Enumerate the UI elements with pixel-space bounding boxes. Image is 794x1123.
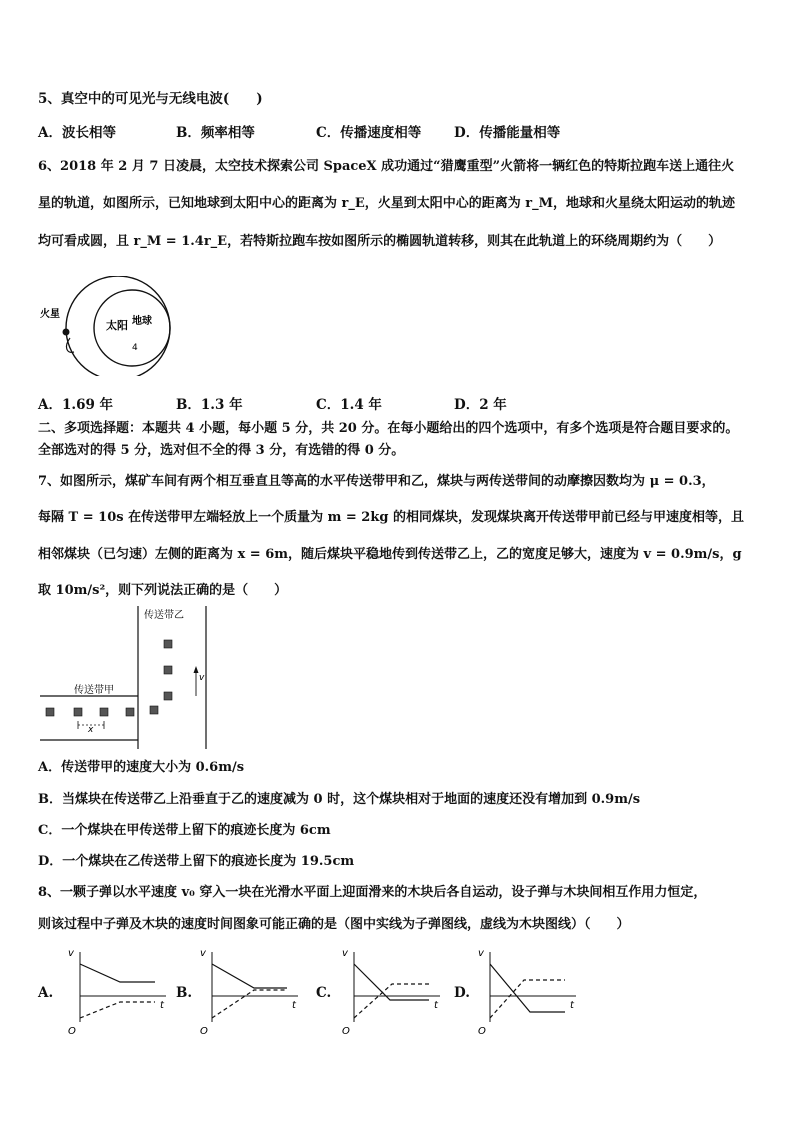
coal-block [164, 666, 172, 674]
origin-label: O [478, 1026, 486, 1037]
axis-v-label: v [68, 948, 74, 959]
sun-label: 太阳 [106, 319, 128, 332]
axis-v-label: v [478, 948, 484, 959]
graph-d [470, 944, 580, 1039]
q8-option-a-label: A. [38, 985, 54, 1001]
coal-block [150, 706, 158, 714]
bullet-line [212, 964, 287, 988]
coal-block [164, 692, 172, 700]
axis-v-label: v [200, 948, 206, 959]
mars-label: 火星 [40, 309, 60, 320]
q8-option-b-label: B. [176, 985, 193, 1001]
conveyor-figure [38, 604, 218, 749]
block-line [354, 984, 429, 1018]
axis-t-label: t [570, 1000, 574, 1011]
q7-stem-line1: 7、如图所示，煤矿车间有两个相互垂直且等高的水平传送带甲和乙，煤块与两传送带间的动摩擦因数均为 μ = 0.3， [38, 474, 715, 489]
q6-stem-line2: 星的轨道，如图所示，已知地球到太阳中心的距离为 r_E，火星到太阳中心的距离为 r_M，地球和火星绕太阳运动的轨迹 [38, 196, 736, 211]
q7-stem-line3: 相邻煤块（已匀速）左侧的距离为 x = 6m，随后煤块平稳地传到传送带乙上，乙的宽度足够大，速度为 v = 0.9m/s，g [38, 547, 742, 562]
q5-stem: 5、真空中的可见光与无线电波( ) [38, 91, 263, 107]
q6-stem-line1: 6、2018 年 2 月 7 日凌晨，太空技术探索公司 SpaceX 成功通过“猎鹰重型”火箭将一辆红色的特斯拉跑车送上通往火 [38, 159, 735, 174]
x-label: x [88, 725, 94, 735]
v-label: v [199, 673, 205, 683]
graph-b [192, 944, 302, 1039]
coal-block [126, 708, 134, 716]
origin-label: O [68, 1026, 76, 1037]
q7-stem-line4: 取 10m/s²，则下列说法正确的是（ ） [38, 583, 288, 598]
belt-b-label: 传送带乙 [144, 610, 184, 621]
q7-option-b: B．当煤块在传送带乙上沿垂直于乙的速度减为 0 时，这个煤块相对于地面的速度还没有增加到 0.9m/s [38, 792, 641, 807]
orbit-mark: 4 [132, 343, 138, 353]
q8-stem-line1: 8、一颗子弹以水平速度 v₀ 穿入一块在光滑水平面上迎面滑来的木块后各自运动，设子弹与木块间相互作用力恒定， [38, 885, 707, 900]
q5-option-b: B．频率相等 [176, 125, 255, 141]
coal-block [46, 708, 54, 716]
graph-a [60, 944, 170, 1039]
coal-block [164, 640, 172, 648]
q6-stem-line3: 均可看成圆，且 r_M = 1.4r_E，若特斯拉跑车按如图所示的椭圆轨道转移，则其在此轨道上的环绕周期约为（ ） [38, 234, 722, 249]
axis-t-label: t [160, 1000, 164, 1011]
q6-option-a: A．1.69 年 [38, 397, 114, 413]
q6-option-b: B．1.3 年 [176, 397, 243, 413]
q8-option-d-label: D. [454, 985, 470, 1001]
q7-stem-line2: 每隔 T = 10s 在传送带甲左端轻放上一个质量为 m = 2kg 的相同煤块，发现煤块离开传送带甲前已经与甲速度相等，且 [38, 510, 744, 525]
q7-option-a: A．传送带甲的速度大小为 0.6m/s [38, 760, 245, 775]
section2-line2: 全部选对的得 5 分，选对但不全的得 3 分，有选错的得 0 分。 [38, 443, 405, 458]
belt-a-label: 传送带甲 [74, 685, 114, 696]
earth-label: 地球 [132, 316, 152, 327]
q6-option-c: C．1.4 年 [316, 397, 382, 413]
q5-option-c: C．传播速度相等 [316, 125, 422, 141]
q7-option-c: C．一个煤块在甲传送带上留下的痕迹长度为 6cm [38, 823, 331, 838]
coal-block [74, 708, 82, 716]
q5-option-d: D．传播能量相等 [454, 125, 561, 141]
bullet-line [354, 964, 429, 1000]
origin-label: O [200, 1026, 208, 1037]
block-line [212, 990, 287, 1018]
axis-t-label: t [434, 1000, 438, 1011]
axis-t-label: t [292, 1000, 296, 1011]
mars-dot [63, 329, 70, 336]
origin-label: O [342, 1026, 350, 1037]
bullet-line [80, 964, 155, 982]
q6-option-d: D．2 年 [454, 397, 507, 413]
q5-option-a: A．波长相等 [38, 125, 116, 141]
q8-stem-line2: 则该过程中子弹及木块的速度时间图象可能正确的是（图中实线为子弹图线，虚线为木块图线）（ ） [38, 917, 630, 932]
orbit-figure [36, 276, 176, 376]
section2-line1: 二、多项选择题：本题共 4 小题，每小题 5 分，共 20 分。在每小题给出的四个选项中，有多个选项是符合题目要求的。 [38, 421, 739, 436]
q8-option-c-label: C. [316, 985, 332, 1001]
axis-v-label: v [342, 948, 348, 959]
coal-block [100, 708, 108, 716]
block-line [80, 1002, 155, 1018]
q7-option-d: D．一个煤块在乙传送带上留下的痕迹长度为 19.5cm [38, 854, 355, 869]
graph-c [334, 944, 444, 1039]
